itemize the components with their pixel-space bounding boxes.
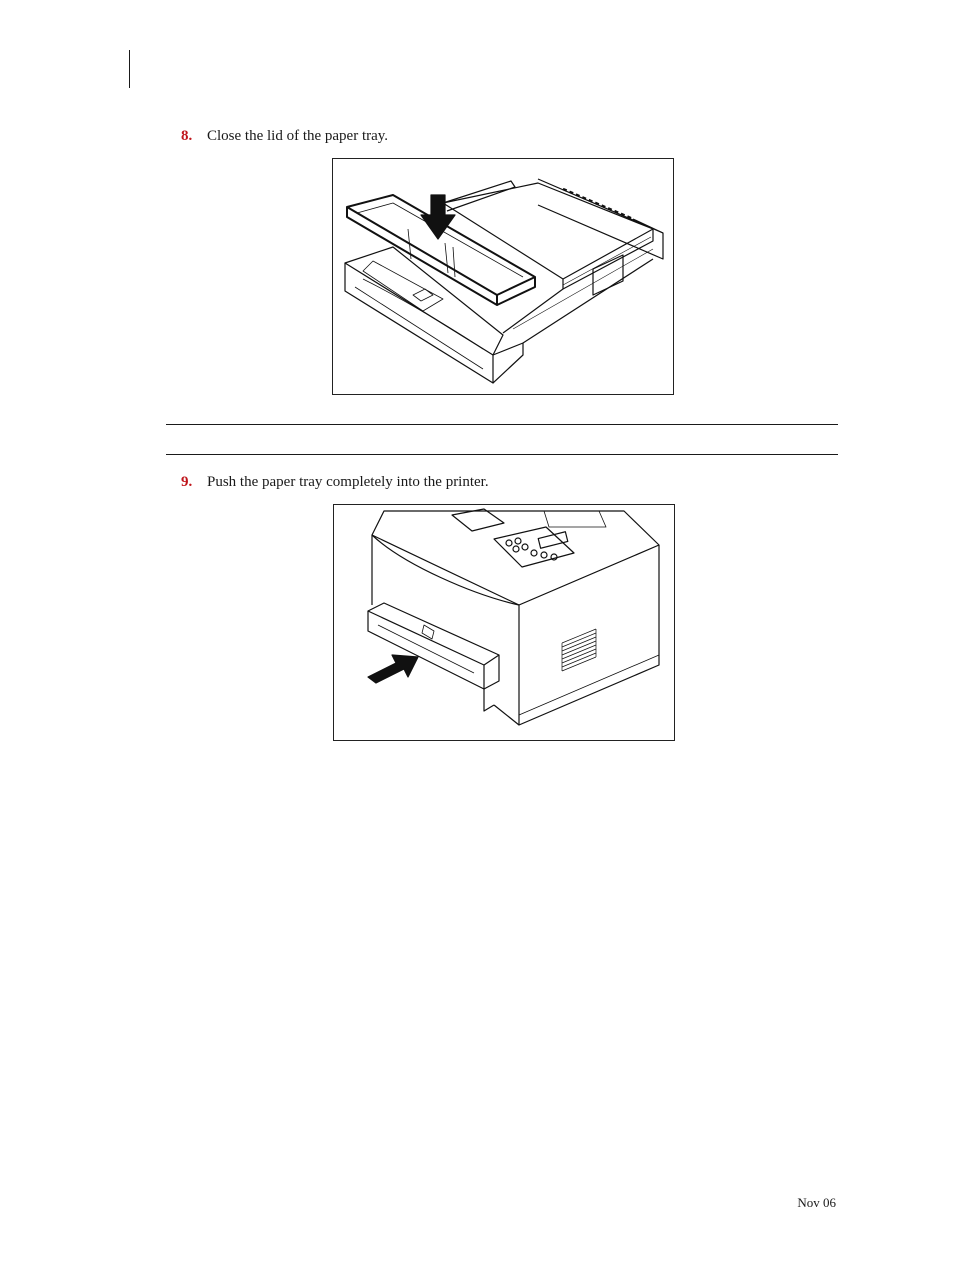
step-9	[181, 473, 489, 491]
paper-tray-lid-figure	[332, 158, 674, 395]
step-number: 9.	[181, 474, 193, 490]
step-number: 8.	[181, 128, 193, 144]
printer-tray-icon	[334, 505, 674, 740]
divider-bottom	[166, 454, 838, 455]
step-8	[181, 127, 388, 145]
change-bar	[129, 50, 130, 88]
step-text: Close the lid of the paper tray.	[207, 128, 389, 144]
paper-tray-lid-icon	[333, 159, 673, 394]
divider-top	[166, 424, 838, 425]
footer-date: Nov 06	[797, 1195, 836, 1210]
step-text: Push the paper tray completely into the printer.	[207, 474, 489, 490]
printer-tray-figure	[333, 504, 675, 741]
